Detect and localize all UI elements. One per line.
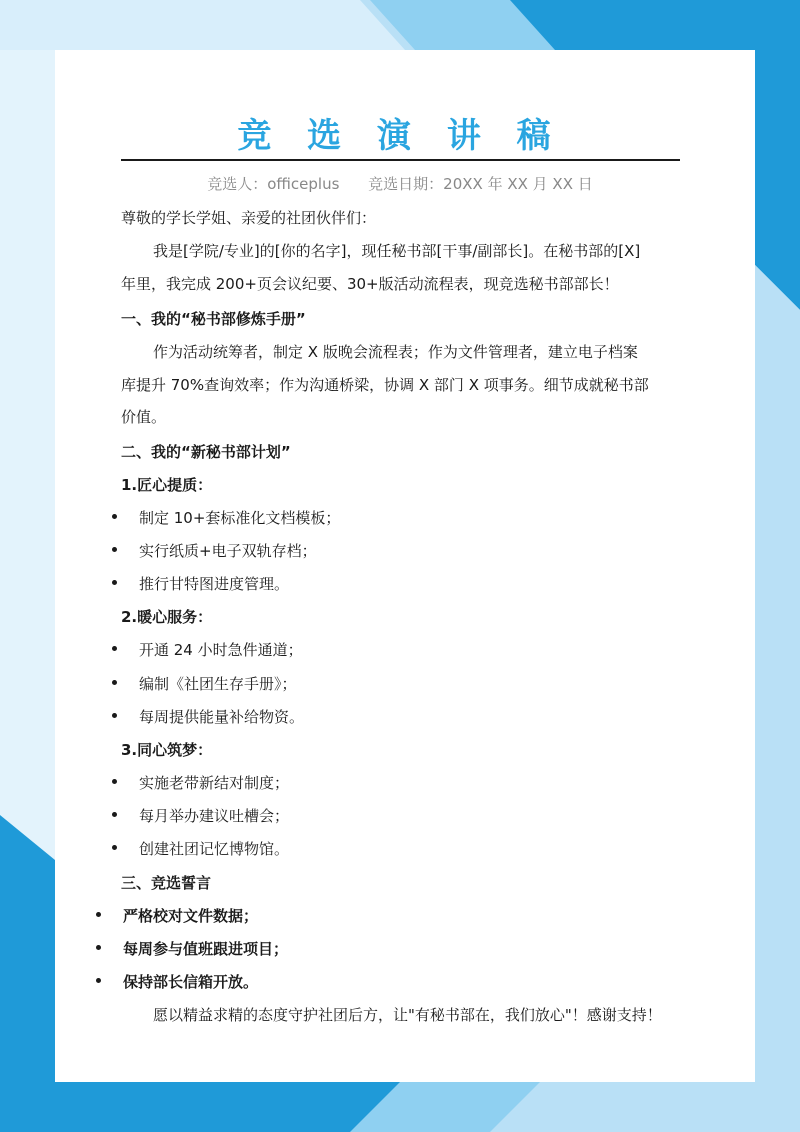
list-item-text: 开通 24 小时急件通道； (139, 641, 303, 659)
intro-line: 年里，我完成 200+页会议纪要、30+版活动流程表，现竞选秘书部部长！ (121, 275, 619, 293)
list-item (112, 706, 304, 728)
intro-line: 我是[学院/专业]的[你的名字]，现任秘书部[干事/副部长]。在秘书部的[X] (153, 242, 641, 260)
vow-item (96, 971, 258, 993)
subheading: 2.暖心服务： (121, 608, 213, 626)
bullet-icon (112, 779, 117, 784)
list-item-text: 创建社团记忆博物馆。 (139, 840, 290, 858)
list-item (112, 639, 303, 661)
list-item (112, 673, 297, 695)
bullet-icon (112, 713, 117, 718)
vow-text: 严格校对文件数据； (123, 907, 259, 925)
list-item (112, 573, 289, 595)
election-date: 竞选日期：20XX 年 XX 月 XX 日 (368, 175, 593, 193)
candidate-name: 竞选人：officeplus (207, 175, 340, 193)
vow-item (96, 938, 288, 960)
list-item-text: 推行甘特图进度管理。 (139, 575, 290, 593)
list-item (112, 772, 289, 794)
list-item-text: 每周提供能量补给物资。 (139, 708, 305, 726)
vow-text: 每周参与值班跟进项目； (123, 940, 289, 958)
list-item-text: 制定 10+套标准化文档模板； (139, 509, 341, 527)
list-item (112, 540, 317, 562)
title-divider (121, 159, 680, 161)
list-item (112, 838, 289, 860)
bullet-icon (112, 580, 117, 585)
bullet-icon (112, 547, 117, 552)
paragraph-line: 作为活动统筹者，制定 X 版晚会流程表；作为文件管理者，建立电子档案 (153, 343, 638, 361)
bullet-icon (112, 845, 117, 850)
document-title: 竞 选 演 讲 稿 (237, 116, 563, 156)
section-heading-1: 一、我的“秘书部修炼手册” (121, 310, 306, 328)
bullet-icon (96, 945, 101, 950)
document-meta (0, 173, 800, 194)
subheading: 3.同心筑梦： (121, 741, 213, 759)
section-heading-2: 二、我的“新秘书部计划” (121, 443, 291, 461)
list-item (112, 805, 289, 827)
bullet-icon (112, 646, 117, 651)
bullet-icon (112, 514, 117, 519)
vow-text: 保持部长信箱开放。 (123, 973, 259, 991)
greeting: 尊敬的学长学姐、亲爱的社团伙伴们： (121, 209, 377, 227)
paragraph-line: 库提升 70%查询效率；作为沟通桥梁，协调 X 部门 X 项事务。细节成就秘书部 (121, 376, 649, 394)
vow-item (96, 905, 258, 927)
list-item-text: 实施老带新结对制度； (139, 774, 290, 792)
section-heading-3: 三、竞选誓言 (121, 874, 212, 892)
subheading: 1.匠心提质： (121, 476, 213, 494)
bullet-icon (112, 812, 117, 817)
bullet-icon (96, 912, 101, 917)
bullet-icon (96, 978, 101, 983)
bullet-icon (112, 680, 117, 685)
list-item-text: 每月举办建议吐槽会； (139, 807, 290, 825)
list-item-text: 编制《社团生存手册》； (139, 675, 297, 693)
paragraph-line: 价值。 (121, 408, 167, 426)
list-item (112, 507, 340, 529)
list-item-text: 实行纸质+电子双轨存档； (139, 542, 317, 560)
closing-line: 愿以精益求精的态度守护社团后方，让"有秘书部在，我们放心"！感谢支持！ (153, 1006, 662, 1024)
